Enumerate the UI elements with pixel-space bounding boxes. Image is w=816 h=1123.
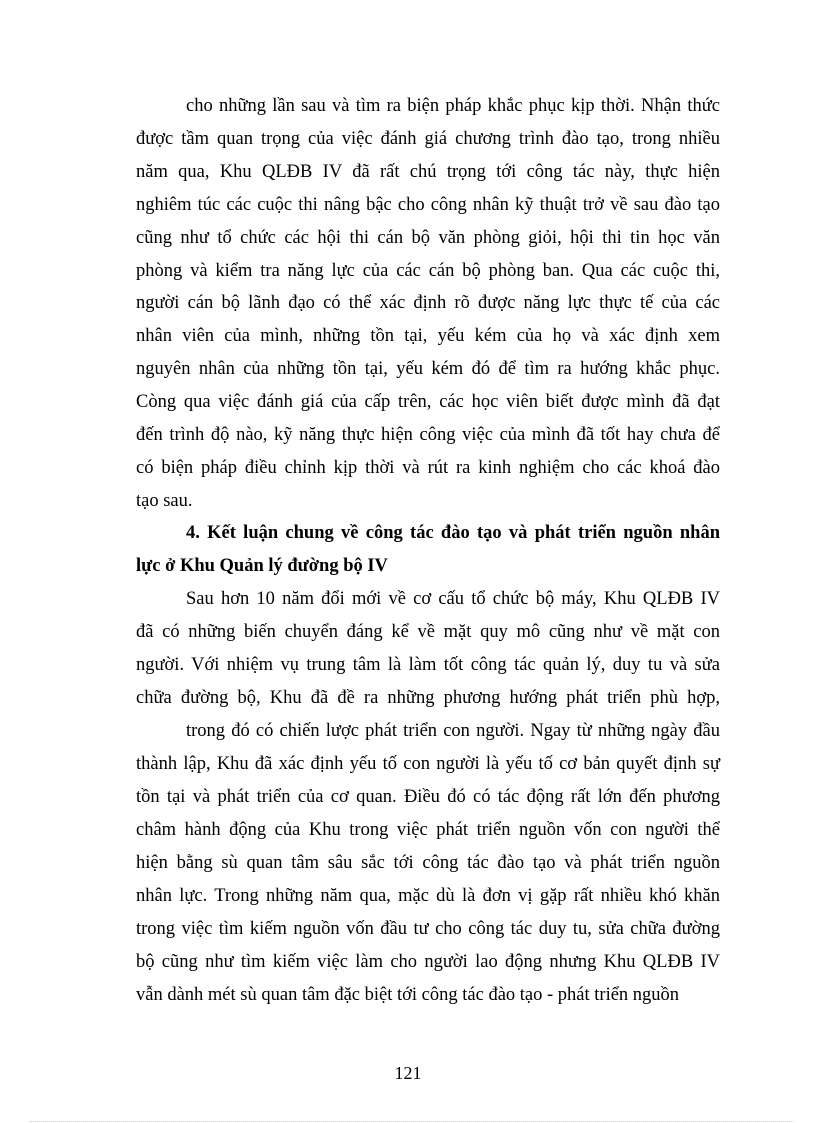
text-line: phòng và kiểm tra năng lực của các cán bộ phòng ban. Qua các cuộc thi, (136, 261, 720, 281)
text-line: hiện bằng sù quan tâm sâu sắc tới công tác đào tạo và phát triển nguồn (136, 853, 720, 873)
heading-line: 4. Kết luận chung về công tác đào tạo và phát triển nguồn nhân (186, 523, 720, 543)
text-line: năm qua, Khu QLĐB IV đã rất chú trọng tới công tác này, thực hiện (136, 162, 720, 182)
page-number: 121 (394, 1063, 422, 1083)
text-line: trong việc tìm kiếm nguồn vốn đầu tư cho công tác duy tu, sửa chữa đường (136, 919, 720, 939)
text-line: được tầm quan trọng của việc đánh giá chương trình đào tạo, trong nhiều (136, 129, 720, 149)
text-line: nghiêm túc các cuộc thi nâng bậc cho công nhân kỹ thuật trở về sau đào tạo (136, 195, 720, 215)
text-line: nhân lực. Trong những năm qua, mặc dù là đơn vị gặp rất nhiều khó khăn (136, 886, 720, 906)
page-bottom-border (30, 1121, 794, 1122)
text-line: Còng qua việc đánh giá của cấp trên, các học viên biết được mình đã đạt (136, 392, 720, 412)
text-line: tồn tại và phát triển của cơ quan. Điều đó có tác động rất lớn đến phương (136, 787, 720, 807)
text-line: người cán bộ lãnh đạo có thể xác định rõ được năng lực thực tế của các (136, 293, 720, 313)
text-line: đã có những biến chuyển đáng kể về mặt quy mô cũng như về mặt con (136, 622, 720, 642)
text-line: nhân viên của mình, những tồn tại, yếu kém của họ và xác định xem (136, 326, 720, 346)
text-line: chữa đường bộ, Khu đã đề ra những phương hướng phát triển phù hợp, (136, 688, 720, 708)
text-line: cho những lần sau và tìm ra biện pháp khắc phục kịp thời. Nhận thức (186, 96, 720, 116)
text-line: vẫn dành mét sù quan tâm đặc biệt tới công tác đào tạo - phát triển nguồn (136, 985, 680, 1005)
text-line: bộ cũng như tìm kiếm việc làm cho người lao động nhưng Khu QLĐB IV (136, 952, 720, 972)
text-line: đến trình độ nào, kỹ năng thực hiện công việc của mình đã tốt hay chưa để (136, 425, 720, 445)
text-line: châm hành động của Khu trong việc phát triển nguồn vốn con người thể (136, 820, 720, 840)
text-line: có biện pháp điều chỉnh kịp thời và rút ra kinh nghiệm cho các khoá đào (136, 458, 720, 478)
text-line: trong đó có chiến lược phát triển con người. Ngay từ những ngày đầu (186, 721, 720, 741)
heading-line: lực ở Khu Quản lý đường bộ IV (136, 556, 388, 576)
text-line: tạo sau. (136, 491, 193, 511)
text-line: người. Với nhiệm vụ trung tâm là làm tốt công tác quản lý, duy tu và sửa (136, 655, 720, 675)
text-line: cũng như tổ chức các hội thi cán bộ văn phòng giỏi, hội thi tin học văn (136, 228, 720, 248)
text-line: Sau hơn 10 năm đổi mới về cơ cấu tổ chức bộ máy, Khu QLĐB IV (186, 589, 720, 609)
text-line: thành lập, Khu đã xác định yếu tố con người là yếu tố cơ bản quyết định sự (136, 754, 720, 774)
text-line: nguyên nhân của những tồn tại, yếu kém đó để tìm ra hướng khắc phục. (136, 359, 720, 379)
